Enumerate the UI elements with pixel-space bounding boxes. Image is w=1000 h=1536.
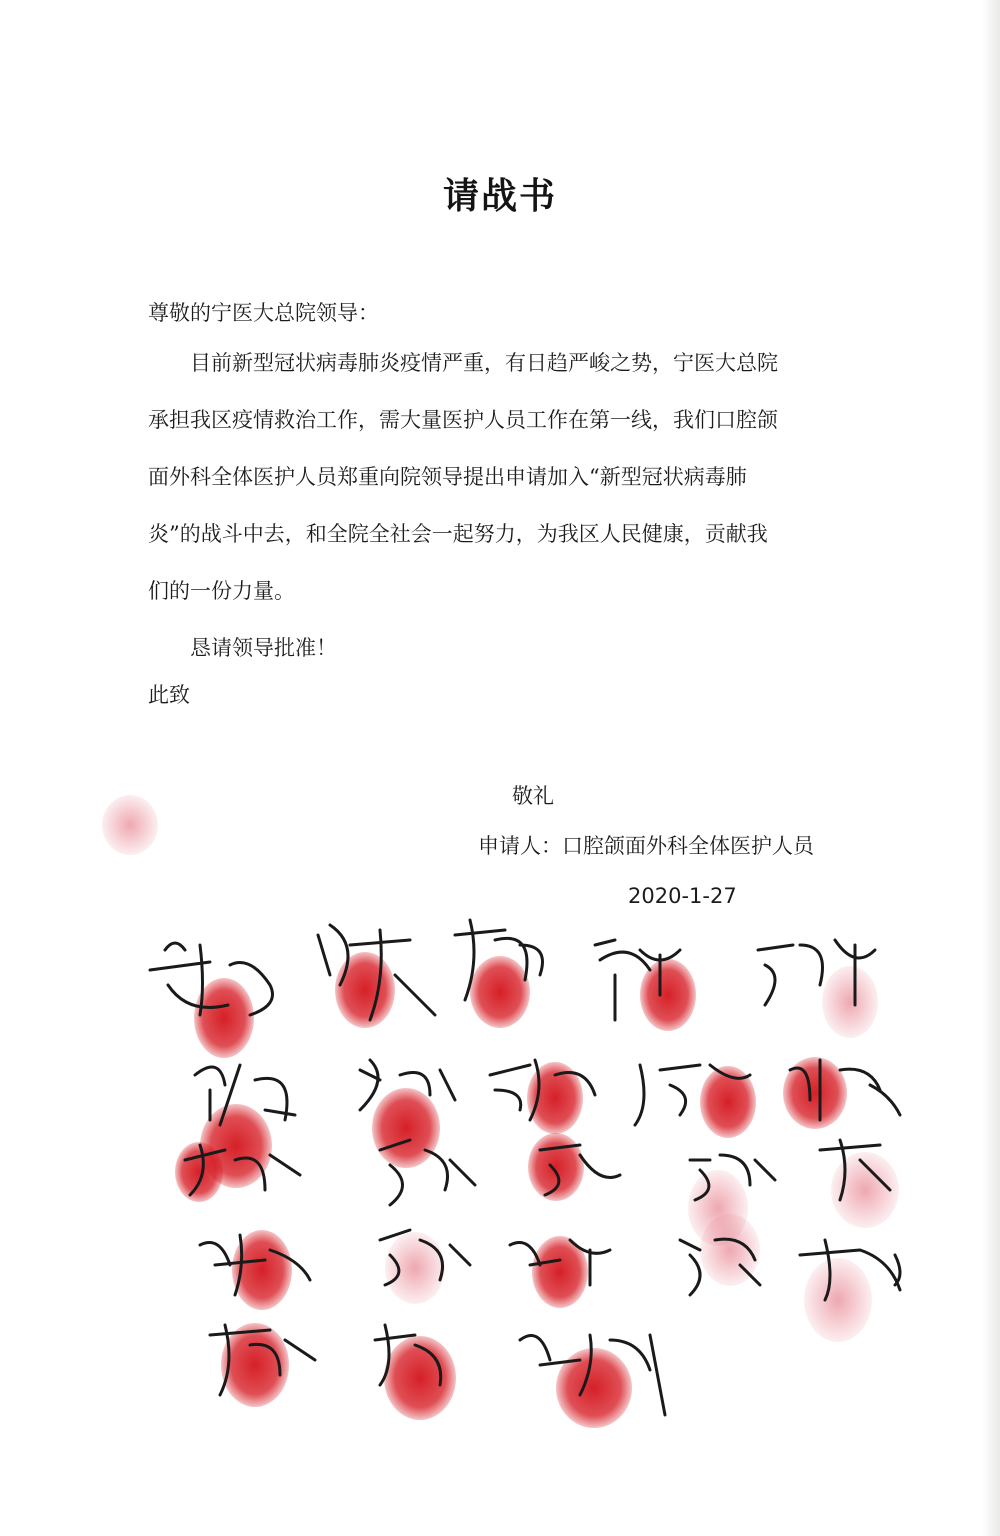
- fingerprint: [335, 952, 395, 1028]
- fingerprint: [372, 1088, 440, 1168]
- request-line: 恳请领导批准！: [190, 636, 337, 660]
- fingerprint: [470, 956, 530, 1028]
- body-line-1: 目前新型冠状病毒肺炎疫情严重，有日趋严峻之势，宁医大总院: [190, 351, 778, 375]
- body-line-4: 炎”的战斗中去，和全院全社会一起努力，为我区人民健康，贡献我: [148, 522, 768, 546]
- body-line-3: 面外科全体医护人员郑重向院领导提出申请加入“新型冠状病毒肺: [148, 465, 747, 489]
- fingerprint: [528, 1133, 584, 1201]
- closing-line: 此致: [148, 683, 190, 707]
- fingerprint: [385, 1232, 445, 1304]
- fingerprint: [102, 795, 158, 855]
- applicant-line: 申请人：口腔颌面外科全体医护人员: [478, 834, 814, 858]
- fingerprint: [804, 1258, 872, 1342]
- letter-title: 请战书: [442, 176, 557, 217]
- salutation: 尊敬的宁医大总院领导：: [148, 301, 379, 325]
- regards-line: 敬礼: [512, 784, 554, 808]
- fingerprint: [384, 1336, 456, 1420]
- letter-date: 2020-1-27: [628, 884, 737, 908]
- body-line-2: 承担我区疫情救治工作，需大量医护人员工作在第一线，我们口腔颌: [148, 408, 778, 432]
- body-line-5: 们的一份力量。: [148, 579, 295, 603]
- fingerprint: [822, 966, 878, 1038]
- fingerprint: [556, 1348, 632, 1428]
